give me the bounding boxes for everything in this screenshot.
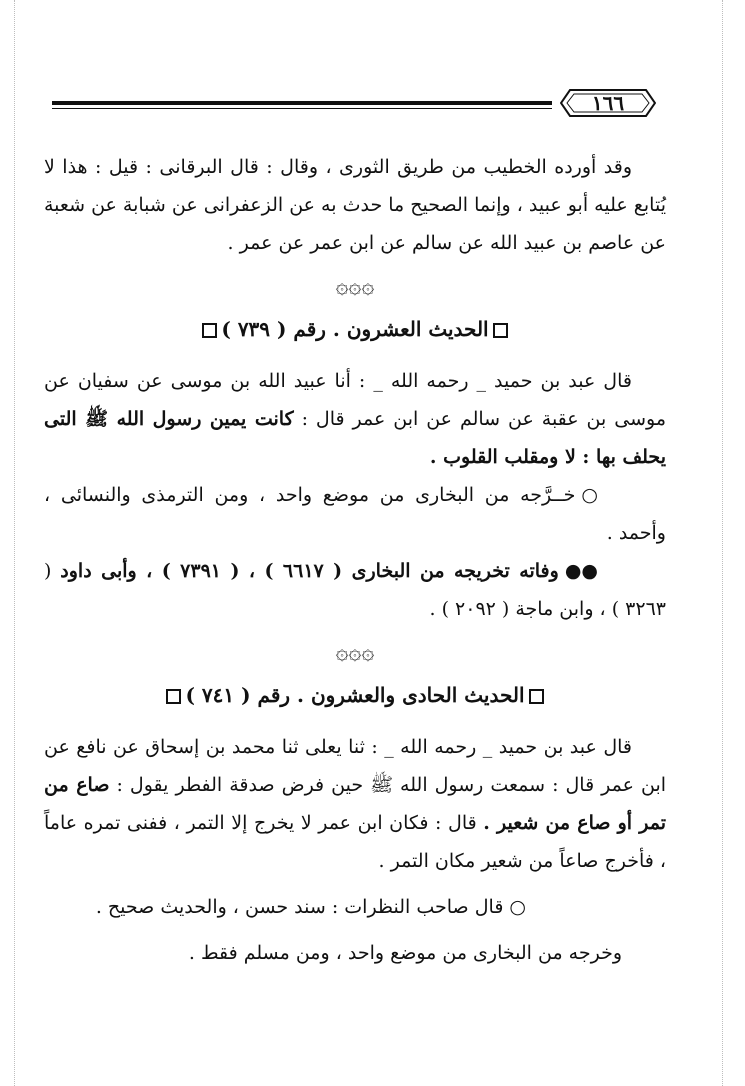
header-rule bbox=[52, 101, 552, 105]
takhrij-note: وخرجه من البخارى من موضع واحد ، ومن مسلم فقط . bbox=[188, 942, 622, 964]
hadith-matn: صاع من تمر أو صاع من شعير . bbox=[44, 774, 666, 834]
hadith-isnad: قال عبد بن حميد _ رحمه الله _ : أنا عبيد الله بن موسى عن سفيان عن موسى بن عقبة عن سالم عن ابن عمر قال : bbox=[44, 370, 666, 430]
hadith-title bbox=[44, 676, 666, 714]
hadith-matn: كانت يمين رسول الله ﷺ التى يحلف بها : لا ومقلب القلوب . bbox=[44, 408, 666, 468]
page-number: ١٦٦ bbox=[591, 91, 625, 115]
grading-note bbox=[44, 888, 666, 926]
circle-bullet-icon: ○ bbox=[581, 484, 598, 506]
ornament-glyphs: ۞۞۞ bbox=[335, 640, 375, 665]
page-margin-dots bbox=[722, 0, 723, 1086]
double-dot-bullet-icon: ●● bbox=[564, 560, 598, 582]
header-rule-thin bbox=[52, 108, 552, 109]
ornament-divider bbox=[44, 638, 666, 668]
ornament-glyphs: ۞۞۞ bbox=[335, 274, 375, 299]
takhrij-missing-note bbox=[44, 552, 666, 628]
square-bullet-icon bbox=[493, 323, 508, 338]
page-margin-dots bbox=[14, 0, 15, 1086]
square-bullet-icon bbox=[166, 689, 181, 704]
hadith-isnad: قال عبد بن حميد _ رحمه الله _ : ثنا يعلى ثنا محمد بن إسحاق عن نافع عن ابن عمر قال : سمعت رسول الله ﷺ حين فرض صدقة الفطر يقول : bbox=[44, 736, 667, 796]
hadith-title bbox=[44, 310, 666, 348]
grading-note-text: قال صاحب النظرات : سند حسن ، والحديث صحيح . bbox=[95, 896, 504, 918]
square-bullet-icon bbox=[529, 689, 544, 704]
takhrij-missing-text: وفاته تخريجه من البخارى ( ٦٦١٧ ) ، ( ٧٣٩١ ) ، وأبى داود bbox=[60, 560, 559, 582]
takhrij-missing-rest: ( ٣٢٦٣ ) ، وابن ماجة ( ٢٠٩٢ ) . bbox=[44, 560, 666, 620]
takhrij-note-text: خــرَّجه من البخارى من موضع واحد ، ومن الترمذى والنسائى ، وأحمد . bbox=[44, 484, 666, 544]
hadith-text bbox=[44, 362, 666, 476]
page-body bbox=[44, 148, 666, 972]
hadith-text bbox=[44, 728, 666, 880]
hadith-title-text: الحديث العشرون . رقم ( ٧٣٩ ) bbox=[221, 317, 489, 341]
hadith-continuation: قال : فكان ابن عمر لا يخرج إلا التمر ، ففنى تمره عاماً ، فأخرج صاعاً من شعير مكان التمر . bbox=[44, 812, 666, 872]
page-number-badge bbox=[560, 88, 656, 118]
page-header bbox=[52, 84, 662, 124]
circle-bullet-icon: ○ bbox=[509, 896, 526, 918]
paragraph: وقد أورده الخطيب من طريق الثورى ، وقال : قال البرقانى : قيل : هذا لا يُتابع عليه أبو عبيد ، وإنما الصحيح ما حدث به عن الزعفرانى عن شبابة عن شعبة عن عاصم بن عبيد الله عن سالم عن ابن عمر عن عمر . bbox=[44, 156, 666, 254]
ornament-divider bbox=[44, 272, 666, 302]
hadith-title-text: الحديث الحادى والعشرون . رقم ( ٧٤١ ) bbox=[185, 683, 525, 707]
takhrij-note bbox=[44, 476, 666, 552]
square-bullet-icon bbox=[202, 323, 217, 338]
